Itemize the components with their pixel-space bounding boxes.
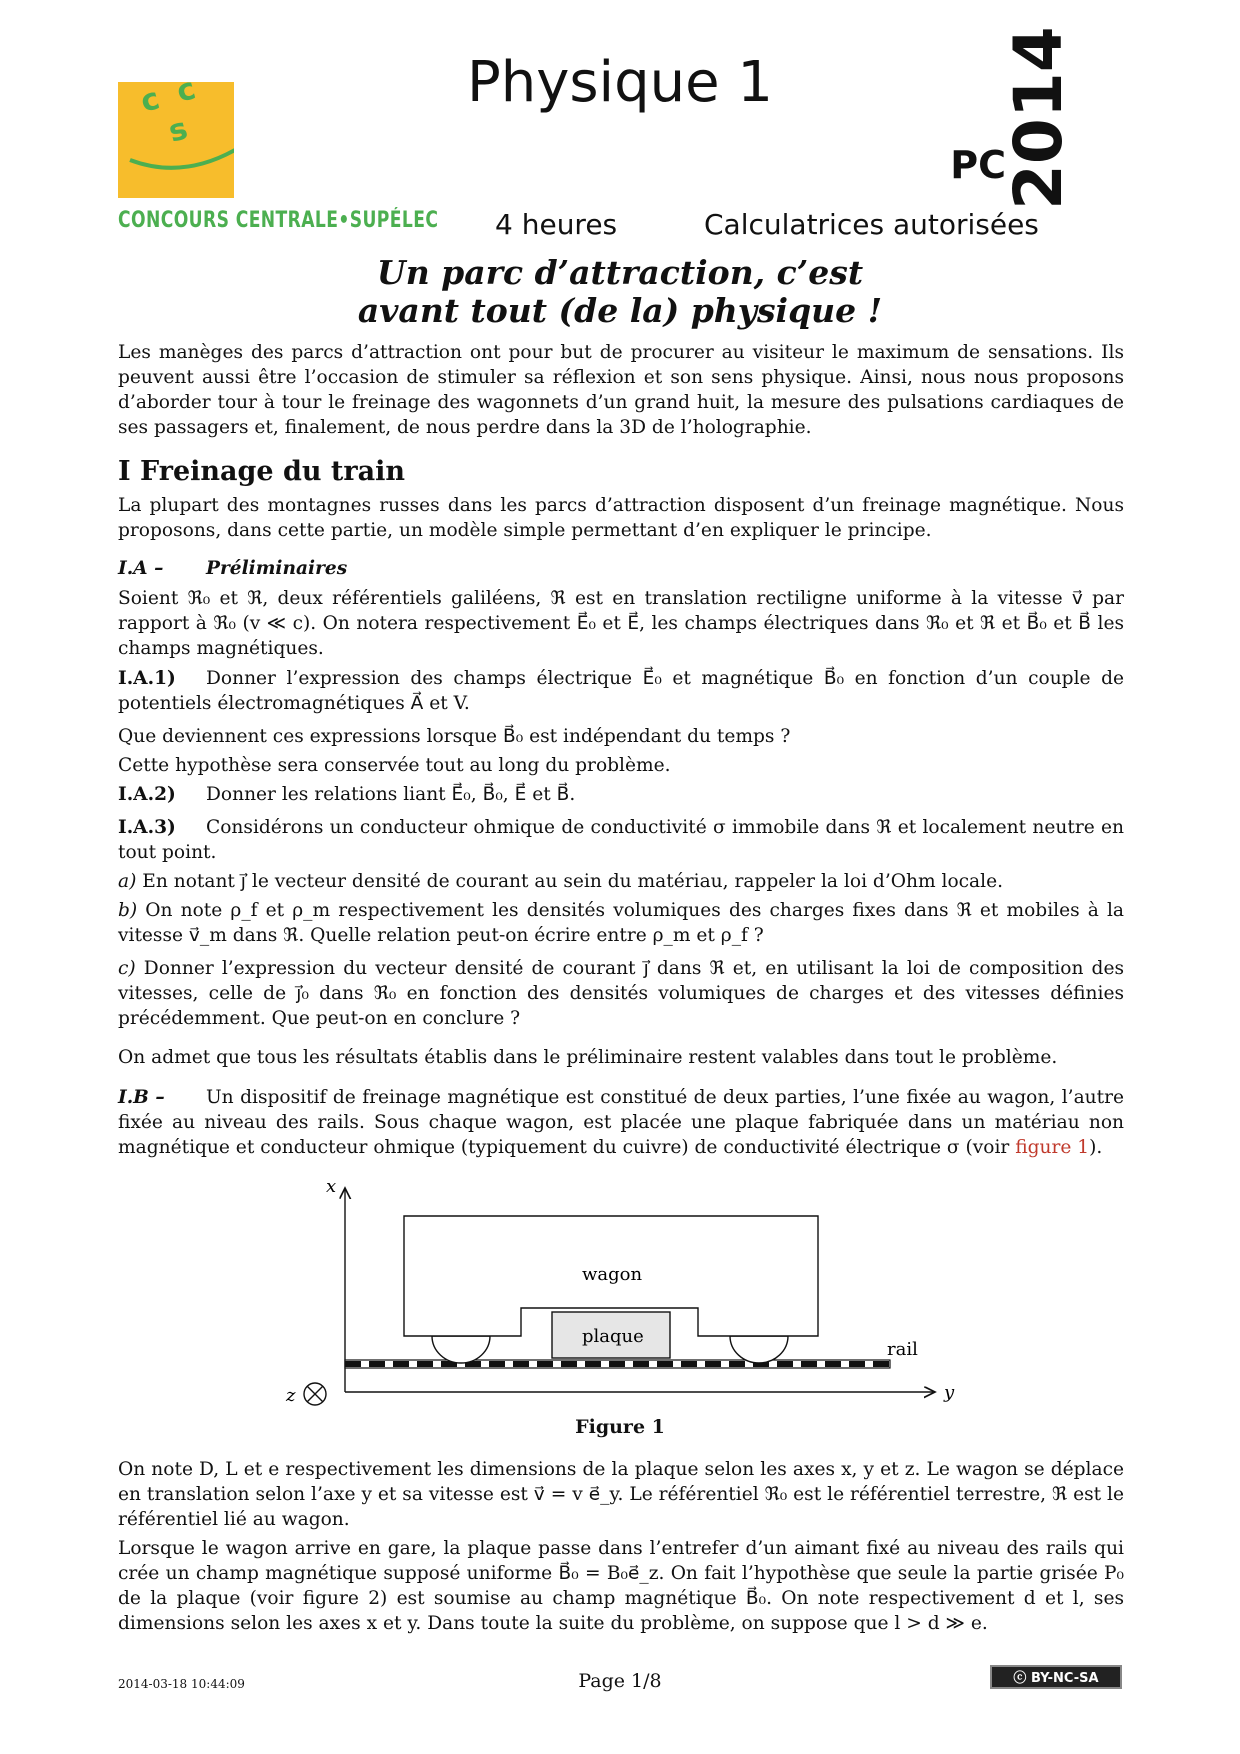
exam-filiere: PC [950, 143, 1006, 187]
subsection-IB-label: I.B – [118, 1087, 165, 1108]
question-IA3 [118, 815, 1124, 865]
svg-text:c: c [137, 82, 164, 120]
question-c-label: c) [118, 958, 136, 979]
calculator-policy: Calculatrices autorisées [704, 208, 1039, 241]
section-intro: La plupart des montagnes russes dans les parcs d’attraction disposent d’un freinage magnétique. Nous proposons, dans cette partie, un modèle simple permettant d’en expliquer le principe. [118, 495, 1124, 541]
document-title [0, 254, 1240, 330]
y-axis-label: y [944, 1382, 955, 1403]
figure-1-link[interactable]: figure 1 [1015, 1137, 1090, 1158]
svg-text:s: s [165, 111, 192, 150]
question-IA3-label: I.A.3) [118, 817, 176, 838]
exam-duration: 4 heures [495, 208, 618, 241]
x-axis-label: x [326, 1176, 337, 1197]
logo-text: CONCOURS CENTRALE•SUPÉLEC [118, 208, 439, 233]
title-line-1: Un parc d’attraction, c’est [376, 253, 864, 292]
figure-1 [270, 1172, 970, 1412]
plaque-label: plaque [582, 1326, 644, 1347]
rail-label: rail [887, 1339, 918, 1360]
question-b-text: On note ρ_f et ρ_m respectivement les densités volumiques des charges fixes dans ℜ et mobiles à la vitesse v⃗_m dans ℜ. Quelle relation peut-on écrire entre ρ_m et ρ_f ? [118, 900, 1124, 946]
wagon-label: wagon [582, 1264, 643, 1285]
question-a [118, 869, 1124, 894]
subsection-IA-title: Préliminaires [206, 558, 348, 579]
question-IA1-text: Donner l’expression des champs électrique E⃗₀ et magnétique B⃗₀ en fonction d’un couple de potentiels électromagnétiques A⃗ et V. [118, 668, 1124, 714]
cc-icon: ⓒ [1013, 1671, 1031, 1686]
subsection-IB-text: Un dispositif de freinage magnétique est constitué de deux parties, l’une fixée au wagon, l’autre fixée au niveau des rails. Sous chaque wagon, est placée une plaque fabriquée dans un matériau non magnétique et conducteur ohmique (typiquement du cuivre) de conductivité électrique σ (voir [118, 1087, 1124, 1158]
title-line-2: avant tout (de la) physique ! [357, 291, 883, 330]
license-badge [990, 1665, 1122, 1689]
question-a-label: a) [118, 871, 137, 892]
question-IA3-text: Considérons un conducteur ohmique de conductivité σ immobile dans ℜ et localement neutre en tout point. [118, 817, 1124, 863]
question-IA1-followup: Que deviennent ces expressions lorsque B⃗₀ est indépendant du temps ? [118, 726, 791, 747]
subsection-IA-label: I.A – [118, 558, 164, 579]
question-IA2-label: I.A.2) [118, 784, 176, 805]
exam-year: 2014 [1000, 26, 1077, 210]
svg-text:c: c [173, 82, 200, 110]
question-IA1 [118, 666, 1124, 716]
footer-date: 2014-03-18 10:44:09 [118, 1677, 245, 1691]
question-c [118, 956, 1124, 1031]
z-axis-label: z [286, 1385, 296, 1406]
subsection-IA-heading [118, 556, 1124, 581]
subsection-IA-text: Soient ℜ₀ et ℜ, deux référentiels galiléens, ℜ est en translation rectiligne uniforme à la vitesse v⃗ par rapport à ℜ₀ (v ≪ c). On notera respectivement E⃗₀ et E⃗, les champs électriques dans ℜ₀ et ℜ et B⃗₀ et B⃗ les champs magnétiques. [118, 588, 1124, 659]
question-IA1-label: I.A.1) [118, 668, 176, 689]
question-b [118, 898, 1124, 948]
question-IA1-note: Cette hypothèse sera conservée tout au long du problème. [118, 755, 671, 776]
figure-1-diagram [270, 1172, 970, 1412]
question-IA2 [118, 782, 1124, 807]
intro-paragraph: Les manèges des parcs d’attraction ont pour but de procurer au visiteur le maximum de sensations. Ils peuvent aussi être l’occasion de stimuler sa réflexion et son sens physique. Ainsi, nous nous proposons d’aborder tour à tour le freinage des wagonnets d’un grand huit, la mesure des pulsations cardiaques de ses passagers et, finalement, de nous perdre dans la 3D de l’holographie. [118, 342, 1124, 438]
subsection-IB [118, 1085, 1124, 1160]
license-text: BY-NC-SA [1030, 1671, 1099, 1686]
question-IA2-text: Donner les relations liant E⃗₀, B⃗₀, E⃗ et B⃗. [206, 784, 576, 805]
magnetic-field-paragraph: Lorsque le wagon arrive en gare, la plaque passe dans l’entrefer d’un aimant fixé au niveau des rails qui crée un champ magnétique supposé uniforme B⃗₀ = B₀e⃗_z. On fait l’hypothèse que seule la partie grisée P₀ de la plaque (voir figure 2) est soumise au champ magnétique B⃗₀. On note respectivement d et l, ses dimensions selon les axes x et y. Dans toute la suite du problème, on suppose que l > d ≫ e. [118, 1538, 1124, 1634]
section-title: I Freinage du train [118, 456, 405, 487]
exam-subject: Physique 1 [466, 50, 774, 115]
subsection-IB-end: ). [1089, 1137, 1103, 1158]
question-b-label: b) [118, 900, 138, 921]
page-number: Page 1/8 [578, 1670, 662, 1692]
admission-statement: On admet que tous les résultats établis dans le préliminaire restent valables dans tout le problème. [118, 1047, 1058, 1068]
question-c-text: Donner l’expression du vecteur densité de courant j⃗ dans ℜ et, en utilisant la loi de composition des vitesses, celle de j⃗₀ dans ℜ₀ en fonction des densités volumiques de charges et des vitesses définies précédemment. Que peut-on en conclure ? [118, 958, 1124, 1029]
wheel-left [432, 1336, 490, 1363]
question-a-text: En notant j⃗ le vecteur densité de courant au sein du matériau, rappeler la loi d’Ohm locale. [142, 871, 1003, 892]
dimensions-paragraph: On note D, L et e respectivement les dimensions de la plaque selon les axes x, y et z. Le wagon se déplace en translation selon l’axe y et sa vitesse est v⃗ = v e⃗_y. Le référentiel ℜ₀ est le référentiel terrestre, ℜ est le référentiel lié au wagon. [118, 1459, 1124, 1530]
figure-1-caption: Figure 1 [575, 1416, 665, 1438]
wheel-right [730, 1336, 788, 1363]
